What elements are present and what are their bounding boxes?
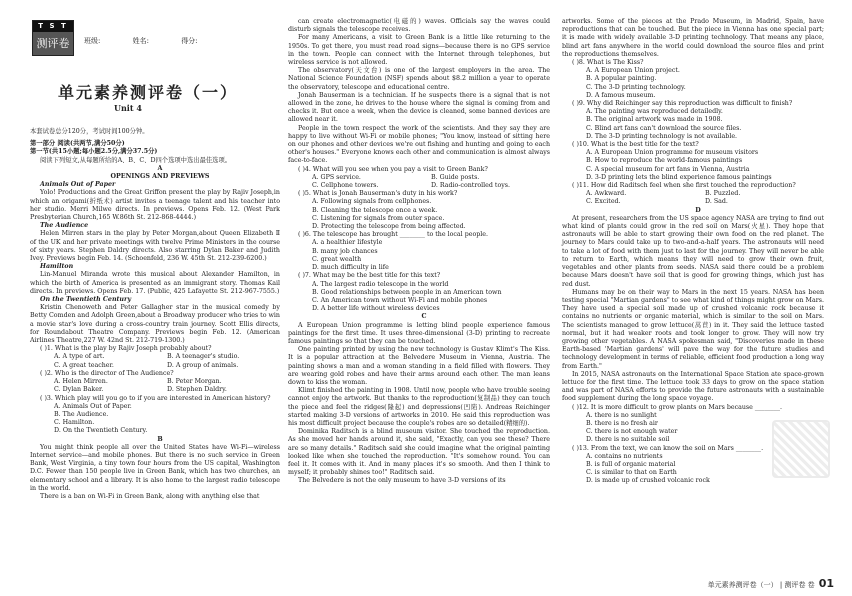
question-stem: ( )11. How did Raditsch feel when she first touched the reproduction? (572, 182, 796, 190)
answer-option[interactable]: C. Excited. (586, 198, 621, 206)
passage-paragraph: People in the town respect the work of the scientists. And they say they are happy to live without Wi-Fi or mobile phones; "You know, instead of sitting here on our phones and other devices we're out fishing and hunting and going to each other's houses." Everyone knows each other and communication is almost always face-to-face. (288, 124, 550, 165)
answer-option[interactable]: C. Hamilton. (54, 419, 95, 427)
passage-paragraph: You might think people all over the United States have Wi-Fi—wireless Internet service—and mobile phones. But there is no such service in Green Bank, West Virginia, a tiny town four hours from the US capital, Washington D.C. Fewer than 150 people live in Green Bank, which has two churches, an elementary school and a library. It is also home to the largest radio telescope in the world. (30, 443, 280, 492)
question-options (562, 149, 824, 182)
answer-option[interactable]: A. Helen Mirren. (54, 378, 108, 386)
answer-option[interactable]: B. A popular painting. (586, 75, 657, 83)
question-stem: ( )12. It is more difficult to grow plants on Mars because ________. (572, 403, 783, 411)
answer-option[interactable]: A. Following signals from cellphones. (312, 198, 432, 206)
question-stem: ( )6. The telescope has brought ________ to the local people. (298, 231, 489, 239)
passage-paragraph: A European Union programme is letting blind people experience famous paintings for the first time. It uses three-dimensional (3-D) printing to recreate famous paintings so that they can be touched. (288, 321, 550, 345)
question-stem: ( )2. Who is the director of The Audience? (40, 369, 174, 377)
passage-b-col1 (30, 444, 280, 501)
answer-option[interactable]: A. Animals Out of Paper. (54, 402, 132, 410)
answer-option[interactable]: D. On the Twentieth Century. (54, 427, 148, 435)
question-options (54, 378, 280, 394)
answer-option[interactable]: D. Radio-controlled toys. (431, 182, 511, 190)
page-footer (708, 577, 834, 590)
answer-option[interactable]: C. The 3-D printing technology. (586, 83, 686, 91)
passage-a-letter: A (157, 164, 163, 172)
section-heading: 第一节(共15小题;每小题2.5分,满分37.5分) (30, 148, 158, 156)
question-stem: ( )5. What is Jonah Bauserman's duty in his work? (298, 190, 458, 198)
answer-option[interactable]: D. A group of animals. (167, 361, 239, 369)
passage-c-questions (562, 59, 824, 207)
question-stem: ( )9. Why did Reichinger say this reproduction was difficult to finish? (572, 100, 793, 108)
question-stem: ( )7. What may be the best title for this text? (298, 272, 441, 280)
passage-paragraph: can create electromagnetic(电磁的) waves. Officials say the waves could disturb signals the telescope receives. (288, 18, 550, 34)
passage-paragraph: For many Americans, a visit to Green Bank is a little like returning to the 1950s. To get there, you must read road signs—because there is no GPS service in the town. People can connect with the Internet through telephones, but wireless service is not allowed. (288, 34, 550, 67)
page-number: 01 (818, 577, 834, 590)
passage-a-questions (30, 345, 280, 435)
question-stem: ( )4. What will you see when you pay a visit to Green Bank? (298, 165, 488, 173)
passage-c-col3 (562, 18, 824, 59)
question-options (288, 281, 550, 314)
answer-option[interactable]: C. Blind art fans can't download the source files. (586, 124, 742, 132)
question-stem: ( )8. What is The Kiss? (572, 59, 644, 67)
answer-option[interactable]: A. A European Union programme for museum visitors (586, 149, 759, 157)
question-options (288, 198, 550, 231)
passage-a-blocks (30, 181, 280, 345)
play-title: Hamilton (40, 263, 74, 271)
passage-a-heading: OPENINGS AND PREVIEWS (110, 173, 210, 181)
passage-paragraph: At present, researchers from the US space agency NASA are trying to find out what kind of plants could grow in the red soil on Mars(火星). They hope that astronauts will be able to start growing their own food on the red planet. The journey to Mars could take up to two-and-a-half years. The astronauts will need to take a lot of food with them just to last for the journey. They will never be able to return to Earth, which means they will need to grow their own fruit, vegetables and other plants from seeds. NASA said there could be a problem because Mars doesn't have soil that is good for growing things, which just has red dust. (562, 214, 824, 288)
answer-option[interactable]: D. Sad. (705, 198, 728, 206)
passage-paragraph: Jonah Bauserman is a technician. If he suspects there is a signal that is not allowed in the zone, he drives to the house where the signal is coming from and checks it. But once a week, when the device is cleaned, some banned devices are allowed near it. (288, 91, 550, 124)
play-description: Yolo! Productions and the Great Griffon present the play by Rajiv Joseph,in which an origami(折纸术) artist invites a teenage talent and his teacher into her studio. Merri Milwe directs. In previews. Opens Feb. 12. (West Park Presbyterian Church,165 W.86th St. 212-868-4444.) (30, 189, 280, 222)
answer-option[interactable]: B. Good relationships between people in an American town (312, 288, 502, 296)
answer-option[interactable]: B. The original artwork was made in 1908. (586, 116, 723, 124)
question-stem: ( )1. What is the play by Rajiv Joseph probably about? (40, 345, 212, 353)
answer-option[interactable]: B. The Audience. (54, 410, 109, 418)
play-description: Kristin Chenoweth and Peter Gallagher star in the musical comedy by Betty Comden and Adolph Green,about a Broadway producer who tries to win a movie star's love during a cross-country train journey. Scott Ellis directs, for Roundabout Theatre Company. Previews begin Feb. 12. (American Airlines Theatre,227 W. 42nd St. 212-719-1300.) (30, 304, 280, 345)
answer-option[interactable]: C. A great teacher. (54, 361, 114, 369)
answer-option[interactable]: B. there is no fresh air (586, 419, 658, 427)
passage-d-letter: D (695, 206, 701, 214)
student-info-fields (84, 36, 228, 46)
passage-paragraph: artworks. Some of the pieces at the Prado Museum, in Madrid, Spain, have reproductions that can be touched. But the piece in Vienna has one special part; it is made with widely available 3-D printing technology. That means any place, blind art fans anywhere in the world could download the source files and print the reproductions themselves. (562, 18, 824, 58)
answer-option[interactable]: A. A type of art. (54, 353, 105, 361)
test-logo (32, 20, 74, 56)
play-title: The Audience (40, 222, 89, 230)
passage-c-paras (288, 322, 550, 486)
answer-option[interactable]: A. Awkward. (586, 190, 627, 198)
question-options (562, 108, 824, 141)
answer-option[interactable]: C. there is not enough water (586, 428, 678, 436)
logo-top-text: T S T (33, 21, 73, 32)
answer-option[interactable]: D. 3-D printing lets the blind experience famous paintings (586, 173, 772, 181)
answer-option[interactable]: C. Listening for signals from outer space. (312, 214, 445, 222)
answer-option[interactable]: C. Dylan Baker. (54, 386, 104, 394)
answer-option[interactable]: A. there is no sunlight (586, 411, 657, 419)
question-options (30, 403, 280, 436)
question-stem: ( )3. Which play will you go to if you are interested in American history? (40, 394, 271, 402)
passage-paragraph: Humans may be on their way to Mars in the next 15 years. NASA has been testing special "Martian gardens" to see what kind of things might grow on Mars. They have used a special soil made up of crushed volcanic rock because it contains no nutrients or organic material, which is similar to the soil on Mars. The scientists managed to grow lettuce(莴苣) in it. They said the lettuce tasted normal, but it had weaker roots and took longer to grow. They will now try growing other vegetables. A NASA spokesman said, "Discoveries made in these Earth-based 'Martian gardens' will pave the way for the future studies and technology development in terms of reliable, efficient food production a long way from Earth." (562, 288, 824, 370)
logo-bottom-text: 测评卷 (33, 32, 73, 55)
answer-option[interactable]: D. Protecting the telescope from being affected. (312, 223, 466, 231)
passage-d-paras (562, 215, 824, 404)
passage-b-questions (288, 166, 550, 314)
watermark-stamp (772, 420, 830, 478)
question-options (288, 239, 550, 272)
answer-option[interactable]: D. is made up of crushed volcanic rock (586, 477, 710, 485)
passage-b-col2 (288, 18, 550, 166)
answer-option[interactable]: B. A teenager's studio. (167, 353, 240, 361)
passage-paragraph: In 2015, NASA astronauts on the International Space Station ate space-grown lettuce for the first time. The lettuce took 33 days to grow on the space station and was part of NASA efforts to provide the future astronauts with a sustainable food supplement during the long space voyage. (562, 370, 824, 403)
answer-option[interactable]: D. much difficulty in life (312, 264, 389, 272)
answer-option[interactable]: C. Cellphone towers. (312, 182, 379, 190)
passage-paragraph: Dominika Raditsch is a blind museum visitor. She touched the reproduction. As she moved her hands around it, she said, "Exactly, can you see these? There are so many details." Raditsch said she could imagine what the original painting looked like when she touched the reproduction. "It's somehow round. You can feel it. It comes with it. And in many places it's so smooth. And then I think to myself; it probably shines too!" Raditsch said. (288, 428, 550, 477)
passage-paragraph: There is a ban on Wi-Fi in Green Bank, along with anything else that (40, 492, 260, 500)
question-stem: ( )13. From the text, we can know the soil on Mars ________. (572, 444, 764, 452)
answer-option[interactable]: D. A famous museum. (586, 91, 656, 99)
play-title: On the Twentieth Century (40, 296, 131, 304)
question-options (586, 190, 824, 206)
play-description: Helen Mirren stars in the play by Peter Morgan,about Queen Elizabeth Ⅱ of the UK and her private meetings with twelve Prime Ministers in the course of sixty years. Stephen Daldry directs. Also starring Dylan Baker and Judith Ivey. Previews begin Feb. 14. (Schoenfeld, 236 W. 45th St. 212-239-6200.) (30, 230, 280, 263)
answer-option[interactable]: A. A European Union project. (586, 67, 680, 75)
answer-option[interactable]: C. An American town without Wi-Fi and mobile phones (312, 296, 488, 304)
play-description: Lin-Manuel Miranda wrote this musical about Alexander Hamilton, in which the birth of America is presented as an immigrant story. Thomas Kail directs. In previews. Opens Feb. 17. (Public, 425 Lafayette St. 212-967-7555.) (30, 271, 280, 295)
answer-option[interactable]: A. a healthier lifestyle (312, 239, 383, 247)
unit-subtitle: Unit 4 (114, 103, 142, 113)
part-heading: 第一部分 阅读(共两节,满分50分) (30, 140, 125, 148)
passage-paragraph: One painting printed by using the new technology is Gustav Klimt's The Kiss. It is a popular attraction at the Belvedere Museum in Vienna, Austria. The painting shows a man and a woman standing in a field filled with flowers. They are wearing gold robes and have their arms around each other. The man leans down to kiss the woman. (288, 346, 550, 386)
play-title: Animals Out of Paper (40, 181, 116, 189)
answer-option[interactable]: B. Peter Morgan. (167, 378, 222, 386)
class-field: 班级: (84, 37, 101, 45)
answer-option[interactable]: C. great wealth (312, 255, 362, 263)
score-note: 本套试卷总分120分，考试时间100分钟。 (30, 128, 149, 135)
answer-option[interactable]: A. The largest radio telescope in the world (312, 280, 449, 288)
answer-option[interactable]: B. Cleaning the telescope once a week. (312, 206, 438, 214)
passage-paragraph: The observatory(天文台) is one of the largest employers in the area. The National Science Foundation (NSF) spends about $8.2 million a year to operate the observatory, telescope and educational centre. (288, 67, 550, 91)
answer-option[interactable]: C. is similar to that on Earth (586, 469, 677, 477)
passage-b-letter: B (157, 435, 163, 443)
passage-paragraph: Klimt finished the painting in 1908. Until now, people who have trouble seeing cannot enjoy the artwork. But thanks to the reproduction(复制品) they can touch the piece and feel the ridges(隆起) and depressions(凹陷). Andreas Reichinger started making 3-D versions of artworks in 2010. He said this reproduction was his most difficult project because the couple's robes are so detailed(精细的). (288, 387, 550, 427)
column-1-body (30, 128, 280, 501)
answer-option[interactable]: D. The 3-D printing technology is not available. (586, 132, 738, 140)
answer-option[interactable]: B. many job chances (312, 247, 378, 255)
answer-option[interactable]: B. Puzzled. (705, 190, 741, 198)
score-field: 得分: (181, 37, 198, 45)
answer-option[interactable]: D. there is no suitable soil (586, 436, 670, 444)
answer-option[interactable]: B. is full of organic material (586, 460, 676, 468)
answer-option[interactable]: A. GPS service. (312, 173, 361, 181)
answer-option[interactable]: A. The painting was reproduced detailedly. (586, 108, 723, 116)
instruction-text: 阅读下列短文,从每题所给的A、B、C、D四个选项中选出最佳选项。 (40, 156, 232, 164)
answer-option[interactable]: D. Stephen Daldry. (167, 386, 227, 394)
answer-option[interactable]: A. contains no nutrients (586, 452, 663, 460)
footer-text: 单元素养测评卷（一） | 测评卷 卷 (707, 581, 815, 589)
passage-paragraph: The Belvedere is not the only museum to have 3-D versions of its (298, 477, 506, 485)
name-field: 姓名: (132, 37, 149, 45)
column-2 (288, 18, 550, 486)
column-3 (562, 18, 824, 486)
answer-option[interactable]: B. How to reproduce the world-famous paintings (586, 157, 743, 165)
answer-option[interactable]: C. A special museum for art fans in Vienna, Austria (586, 165, 750, 173)
question-stem: ( )10. What is the best title for the text? (572, 141, 699, 149)
question-options (562, 67, 824, 100)
answer-option[interactable]: D. A better life without wireless devices (312, 305, 440, 313)
page-title: 单元素养测评卷（一） (58, 83, 239, 102)
answer-option[interactable]: B. Guide posts. (431, 173, 480, 181)
question-options (312, 174, 550, 190)
question-options (54, 353, 280, 369)
passage-c-letter: C (421, 313, 427, 321)
